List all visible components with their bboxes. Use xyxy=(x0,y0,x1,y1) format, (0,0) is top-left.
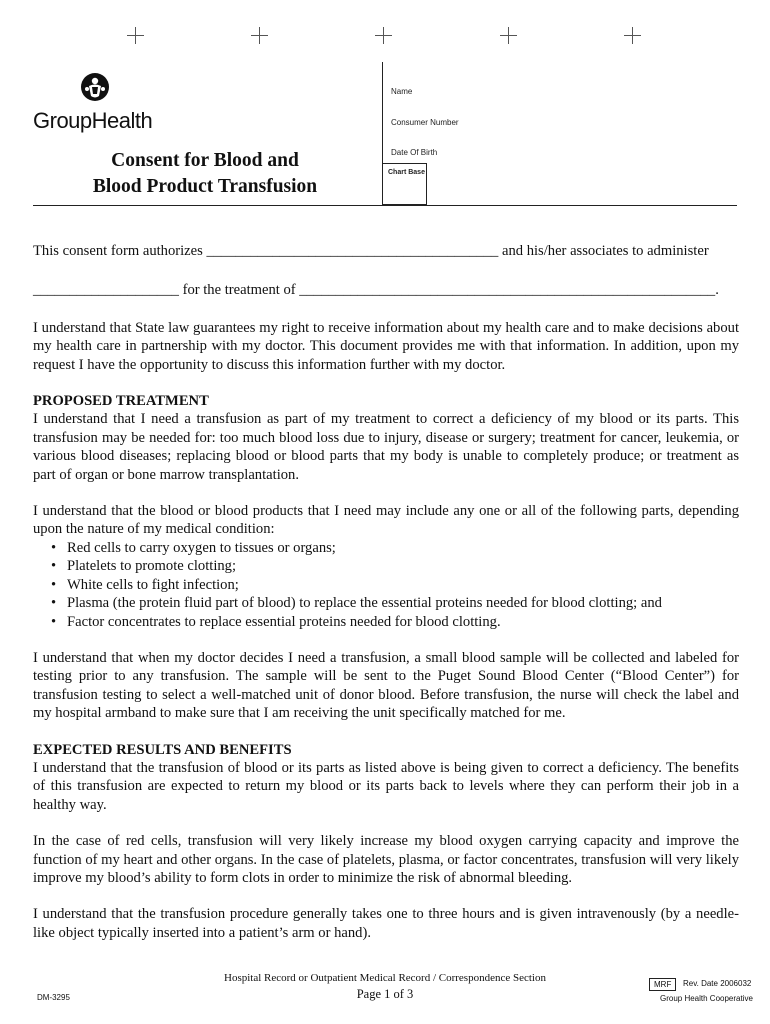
proposed-treatment-paragraph: I understand that I need a transfusion as part of my treatment to correct a deficiency of my blood or its parts. This transfusion may be needed for: too much blood loss due to injury, disease or surgery; treatment for cancer, leukemia, or various blood diseases; replacing blood or blood parts that my body is unable to completely produce; or treatment as part of organ or bone marrow transplantation. xyxy=(33,411,739,483)
mrf-box: MRF xyxy=(649,978,676,991)
footer-center xyxy=(210,972,560,1002)
list-item: • White cells to fight infection; xyxy=(67,576,739,594)
authorize-line-1: This consent form authorizes ________________________________________ and his/her associates to administer xyxy=(33,243,709,259)
list-item: • Plasma (the protein fluid part of blood) to replace the essential proteins needed for blood clotting; and xyxy=(67,594,739,612)
date-of-birth-field-label: Date Of Birth xyxy=(391,148,438,157)
registration-mark xyxy=(624,27,641,44)
consumer-number-field-label: Consumer Number xyxy=(391,118,459,127)
authorize-line-2: ____________________ for the treatment of _________________________________________________________. xyxy=(33,282,719,299)
registration-mark xyxy=(251,27,268,44)
red-cells-paragraph: In the case of red cells, transfusion will very likely increase my blood oxygen carrying capacity and improve the function of my heart and other organs. In the case of platelets, plasma, or factor concentrates, transfusion will very likely improve my blood’s ability to form clots in order to minimize the risk of abnormal bleeding. xyxy=(33,833,739,886)
brand-name: GroupHealth xyxy=(33,108,153,133)
expected-results-paragraph: I understand that the transfusion of blood or its parts as listed above is being given to correct a deficiency. The benefits of this transfusion are expected to return my blood or its parts back to levels where they can perform their job in a healthy way. xyxy=(33,759,739,813)
registration-mark xyxy=(127,27,144,44)
group-health-emblem-icon xyxy=(80,72,110,106)
registration-mark xyxy=(375,27,392,44)
document-body xyxy=(33,242,739,942)
revision-date: Rev. Date 2006032 xyxy=(683,979,752,988)
header-rule xyxy=(33,205,737,206)
title-line-2: Blood Product Transfusion xyxy=(92,176,318,197)
organization-name: Group Health Cooperative xyxy=(660,994,753,1003)
blood-parts-list xyxy=(33,539,739,631)
intro-paragraph: I understand that State law guarantees my right to receive information about my health care and to make decisions about my health care in partnership with my doctor. This document provides me with that information. In addition, upon my request I have the opportunity to discuss this information further with my doctor. xyxy=(33,319,739,373)
list-item: • Platelets to promote clotting; xyxy=(67,557,739,575)
name-field-label: Name xyxy=(391,87,413,96)
blood-sample-paragraph: I understand that when my doctor decides I need a transfusion, a small blood sample will be collected and labeled for testing prior to any transfusion. The sample will be sent to the Puget Sound Blood Center (“Blood Center”) for transfusion testing to select a well-matched unit of donor blood. Before transfusion, the nurse will check the label and my hospital armband to make sure that I am receiving the unit specifically matched for me. xyxy=(33,649,739,722)
form-number: DM-3295 xyxy=(37,993,70,1002)
record-section-text: Hospital Record or Outpatient Medical Record / Correspondence Section xyxy=(224,972,546,984)
proposed-treatment-heading: PROPOSED TREATMENT xyxy=(33,393,209,410)
page-number: Page 1 of 3 xyxy=(356,987,414,1001)
registration-mark xyxy=(500,27,517,44)
expected-results-heading: EXPECTED RESULTS AND BENEFITS xyxy=(33,741,292,758)
logo xyxy=(33,72,173,136)
form-title xyxy=(60,148,350,200)
title-line-1: Consent for Blood and xyxy=(111,150,299,171)
procedure-paragraph: I understand that the transfusion procedure generally takes one to three hours and is given intravenously (by a needle-like object typically inserted into a patient’s arm or hand). xyxy=(33,906,739,941)
list-item: • Red cells to carry oxygen to tissues or organs; xyxy=(67,539,739,557)
list-item: • Factor concentrates to replace essential proteins needed for blood clotting. xyxy=(67,613,739,631)
chart-base-label: Chart Base xyxy=(388,169,425,176)
blood-parts-intro: I understand that the blood or blood products that I need may include any one or all of the following parts, depending upon the nature of my medical condition: xyxy=(33,503,739,538)
